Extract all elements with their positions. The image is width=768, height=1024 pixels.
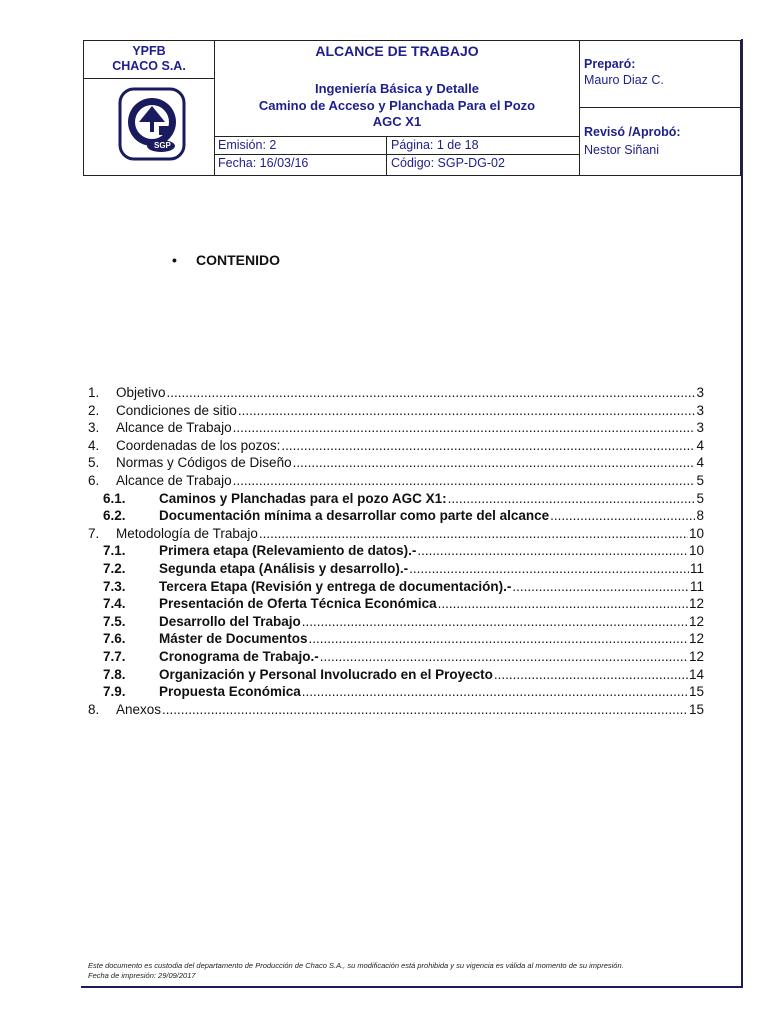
footer bbox=[88, 961, 728, 981]
toc-page: 12 bbox=[688, 648, 704, 664]
toc-number: 7.8. bbox=[103, 666, 126, 682]
toc-number: 5. bbox=[88, 455, 100, 471]
toc-entry[interactable] bbox=[88, 683, 704, 701]
toc-page: 4 bbox=[696, 455, 704, 471]
toc-label: Primera etapa (Relevamiento de datos).- bbox=[159, 543, 417, 559]
toc-page: 12 bbox=[688, 631, 704, 647]
toc-page: 11 bbox=[689, 578, 704, 594]
reviso-label: Revisó /Aprobó: bbox=[584, 125, 681, 139]
emision-field: Emisión: 2 bbox=[215, 136, 387, 154]
toc-label: Presentación de Oferta Técnica Económica bbox=[159, 596, 437, 612]
title-line3: AGC X1 bbox=[372, 114, 422, 129]
toc-number: 7.1. bbox=[103, 543, 126, 559]
toc-number: 7.2. bbox=[103, 560, 126, 576]
toc-label: Coordenadas de los pozos: bbox=[116, 437, 281, 453]
toc-entry[interactable] bbox=[88, 613, 704, 631]
toc-label: Objetivo bbox=[116, 385, 166, 400]
document-header bbox=[83, 40, 741, 176]
toc-page: 14 bbox=[688, 666, 704, 682]
company-line1: YPFB bbox=[132, 44, 166, 58]
toc-entry[interactable] bbox=[88, 384, 704, 402]
toc-leader bbox=[281, 437, 695, 455]
toc-label: Alcance de Trabajo bbox=[116, 420, 232, 436]
toc-entry[interactable] bbox=[88, 648, 704, 666]
toc-entry[interactable] bbox=[88, 437, 704, 455]
toc-number: 7.5. bbox=[103, 613, 126, 629]
toc-entry[interactable] bbox=[88, 701, 704, 719]
footer-print-date: Fecha de impresión: 29/09/2017 bbox=[88, 971, 196, 980]
toc-page: 12 bbox=[688, 613, 704, 629]
toc-entry[interactable] bbox=[88, 490, 704, 508]
toc-entry[interactable] bbox=[88, 630, 704, 648]
logo-text: SGP bbox=[154, 141, 171, 150]
toc-entry[interactable] bbox=[88, 542, 704, 560]
toc-number: 7.6. bbox=[103, 631, 126, 647]
company-name bbox=[84, 41, 215, 78]
toc-number: 7.9. bbox=[103, 684, 126, 700]
pagina-field: Página: 1 de 18 bbox=[387, 136, 580, 154]
doc-type: ALCANCE DE TRABAJO bbox=[215, 41, 580, 78]
toc-label: Organización y Personal Involucrado en el Proyecto bbox=[159, 666, 493, 682]
toc-number: 4. bbox=[88, 437, 100, 453]
toc-label: Documentación mínima a desarrollar como parte del alcance bbox=[159, 508, 550, 524]
toc-page: 10 bbox=[688, 543, 704, 559]
toc-number: 6.2. bbox=[103, 508, 126, 524]
doc-title bbox=[215, 78, 580, 136]
toc-entry[interactable] bbox=[88, 419, 704, 437]
toc-page: 12 bbox=[688, 596, 704, 612]
table-of-contents bbox=[88, 384, 704, 718]
toc-leader bbox=[238, 402, 696, 420]
toc-label: Cronograma de Trabajo.- bbox=[159, 648, 319, 664]
toc-page: 3 bbox=[696, 385, 704, 400]
title-line1: Ingeniería Básica y Detalle bbox=[314, 81, 480, 96]
toc-page: 5 bbox=[696, 490, 704, 506]
toc-label: Propuesta Económica bbox=[159, 684, 301, 700]
toc-entry[interactable] bbox=[88, 472, 704, 490]
toc-entry[interactable] bbox=[88, 402, 704, 420]
toc-number: 7. bbox=[88, 525, 100, 541]
toc-page: 4 bbox=[696, 437, 704, 453]
toc-number: 6. bbox=[88, 472, 100, 488]
bullet-icon: • bbox=[172, 252, 177, 268]
footer-disclaimer: Este documento es custodia del departamento de Producción de Chaco S.A., su modificación está prohibida y su vigencia es válida al momento de su impresión. bbox=[88, 961, 624, 970]
toc-number: 6.1. bbox=[103, 490, 126, 506]
toc-number: 7.7. bbox=[103, 648, 126, 664]
preparo-name: Mauro Diaz C. bbox=[584, 73, 664, 87]
toc-label: Caminos y Planchadas para el pozo AGC X1: bbox=[159, 490, 447, 506]
toc-label: Segunda etapa (Análisis y desarrollo).- bbox=[159, 560, 409, 576]
codigo-field: Código: SGP-DG-02 bbox=[387, 154, 580, 176]
toc-leader bbox=[512, 578, 689, 596]
toc-number: 7.4. bbox=[103, 596, 126, 612]
toc-page: 3 bbox=[696, 420, 704, 436]
toc-entry[interactable] bbox=[88, 578, 704, 596]
toc-label: Anexos bbox=[116, 701, 162, 717]
toc-label: Tercera Etapa (Revisión y entrega de documentación).- bbox=[159, 578, 512, 594]
toc-label: Metodología de Trabajo bbox=[116, 525, 258, 541]
toc-entry[interactable] bbox=[88, 666, 704, 684]
toc-leader bbox=[259, 525, 688, 543]
toc-leader bbox=[302, 683, 688, 701]
toc-entry[interactable] bbox=[88, 507, 704, 525]
toc-page: 3 bbox=[696, 402, 704, 418]
toc-leader bbox=[448, 490, 696, 508]
reviso-block bbox=[580, 107, 740, 176]
toc-number: 1. bbox=[88, 385, 100, 400]
toc-page: 11 bbox=[689, 560, 704, 576]
toc-number: 8. bbox=[88, 701, 100, 717]
toc-page: 8 bbox=[696, 508, 704, 524]
toc-entry[interactable] bbox=[88, 525, 704, 543]
preparo-label: Preparó: bbox=[584, 57, 636, 71]
toc-page: 5 bbox=[696, 472, 704, 488]
toc-leader bbox=[417, 542, 688, 560]
toc-label: Máster de Documentos bbox=[159, 631, 308, 647]
toc-page: 15 bbox=[688, 701, 704, 717]
reviso-name: Nestor Siñani bbox=[584, 143, 660, 157]
toc-number: 2. bbox=[88, 402, 100, 418]
toc-leader bbox=[494, 666, 688, 684]
toc-leader bbox=[302, 613, 688, 631]
preparo-block bbox=[580, 41, 740, 107]
toc-leader bbox=[167, 384, 696, 402]
toc-entry[interactable] bbox=[88, 454, 704, 472]
toc-number: 3. bbox=[88, 420, 100, 436]
toc-leader bbox=[409, 560, 689, 578]
toc-entry[interactable] bbox=[88, 560, 704, 578]
fecha-field: Fecha: 16/03/16 bbox=[215, 154, 387, 176]
contents-heading-text: CONTENIDO bbox=[196, 252, 280, 268]
toc-number: 7.3. bbox=[103, 578, 126, 594]
toc-label: Desarrollo del Trabajo bbox=[159, 613, 301, 629]
toc-leader bbox=[233, 419, 696, 437]
toc-page: 15 bbox=[688, 684, 704, 700]
toc-label: Normas y Códigos de Diseño bbox=[116, 455, 292, 471]
toc-page: 10 bbox=[688, 525, 704, 541]
toc-leader bbox=[233, 472, 696, 490]
company-logo bbox=[117, 86, 187, 164]
company-line2: CHACO S.A. bbox=[112, 59, 186, 73]
toc-leader bbox=[162, 701, 688, 719]
logo-cell bbox=[84, 78, 215, 176]
contents-heading bbox=[172, 252, 280, 268]
toc-leader bbox=[550, 507, 695, 525]
toc-label: Alcance de Trabajo bbox=[116, 472, 232, 488]
toc-leader bbox=[309, 630, 688, 648]
toc-leader bbox=[293, 454, 696, 472]
title-line2: Camino de Acceso y Planchada Para el Pozo bbox=[258, 97, 536, 113]
toc-label: Condiciones de sitio bbox=[116, 402, 237, 418]
toc-entry[interactable] bbox=[88, 595, 704, 613]
toc-leader bbox=[320, 648, 688, 666]
toc-leader bbox=[438, 595, 688, 613]
